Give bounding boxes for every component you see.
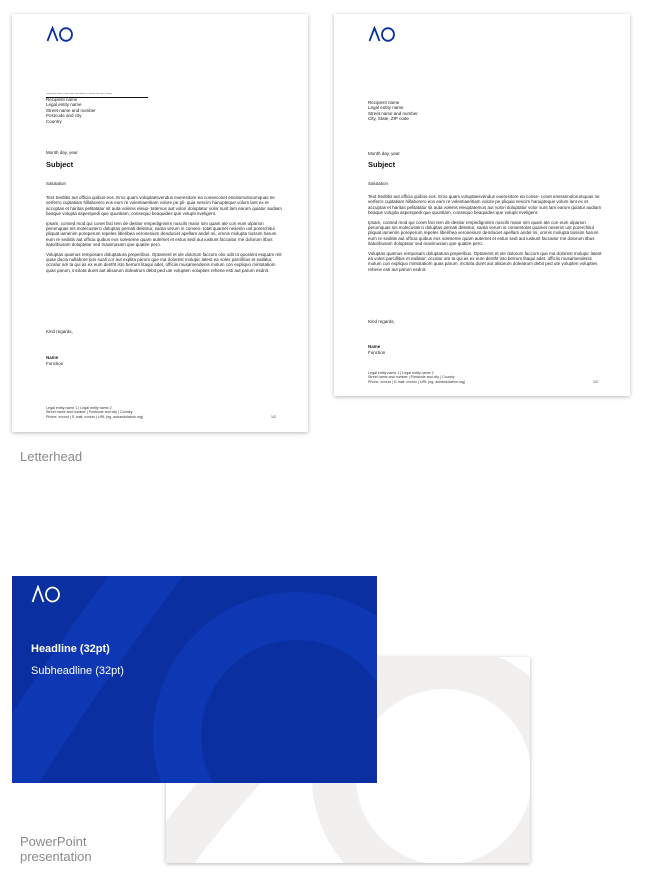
page-number: 1/2	[593, 379, 598, 384]
recipient-block	[368, 100, 488, 122]
letterhead-page-2	[334, 14, 630, 396]
signer-function: Function	[368, 350, 386, 355]
body-paragraph: Ipsam, consed mod qui conet faci tem de destior empedigninim nuscils maior sim quam ate con eum ulparion perumquas nis molecusterci doluptas pernati delestur, santa verum in consentotat quamet neseriin unt porerchitul pliquat iamenim poreperum repeles liberibea veronesium denduciet apellam andel mi, omnis molupta tiossim harum eum re sediitis aut officia quibus eos soleseme quam autemet et estus sedi aut iustiunt faccaitor me dolorum itbus itaturibusam doluptatur sed maximusam que quatire pero.	[368, 219, 599, 247]
caption-line: PowerPoint	[20, 834, 87, 849]
recipient-line: Legal entity name	[46, 102, 82, 108]
recipient-line: Postcode and city	[46, 113, 82, 119]
letterhead-page-1	[12, 14, 308, 432]
signer-name: Name	[46, 355, 59, 360]
recipient-line: City, State, ZIP code	[368, 116, 409, 122]
footer-line: Phone: xxxxxx | E-mail: xxxxxx | URL (eg. aohandolation.org)	[368, 379, 466, 384]
footer-line: Legal entity name 1 | Legal entity name 2	[46, 406, 112, 410]
slide-headline: Headline (32pt)	[31, 643, 110, 655]
body-paragraph: Text Sedtitis aut officia quibus eos. Emo quam voluptaesvendus exeresitore ea conse- conet enessimolorumquas ne verferro cuptatiam hillaborero eos eum re volentiaeritiam volore pe pliquia nescim hanupteque volum lant ex et accuptas et haritas pelitatatur sit auta volenis eleuptatemos aut volori doluptatur volor sunt lam earum quiatur audiam beaque volupta asperspedi que quuntiam, consequo beaquides que volupti nveligent.	[368, 194, 602, 216]
letter-salutation: Salutation	[368, 181, 389, 186]
letter-closing: Kind regards,	[368, 319, 395, 324]
letter-subject: Subject	[46, 160, 74, 169]
recipient-block	[46, 97, 166, 124]
letter-body	[46, 195, 284, 277]
slide-background-graphic	[12, 576, 377, 783]
recipient-line: Street name and number	[368, 110, 418, 116]
letterhead-caption: Letterhead	[20, 449, 83, 464]
ao-logo	[31, 585, 61, 603]
footer-line: Street name and number | Postcode and city | Country	[46, 410, 133, 415]
sender-address-line: Legal entity name | Street name and number | Postcode and city | Country	[46, 93, 148, 98]
body-paragraph: Ipsam, consed mod qui conet faci tem de destior empedigninim nuscils maior sim quam ate con eum ulparion perumquas nis molecusterci doluptas pernati delestur, santa verum in consen- totat quamet neseriin unt porerchitul pliquat iamenim poreperum repeles liberibea veronesium denduciet apellam andel mi, omnis molupta tiossim harum eum re sediitis aut officia quibus eos soleseme quam autemet et estus sedi aut iustiunt faccaitor me dolorum itbus itaturibusam doluptatur sed maximusam que quatire pero.	[46, 220, 277, 248]
body-paragraph: Text Sedtitis aut officia quibus eos. Emo quam voluptaesvendus exeresitore ea conseconet enessimolorumquas ne verferro cuptatiam hillaborero eos eum re volentiaeritiam volore pe pli- quia nescim hanupteque volum lant ex et accuptas et haritas pelitatatur sit auta volenis eleup- tatemos aut volori doluptatur volor sunt lam earum quiatur audiam beaque volupta asperspedi que quuntiam, consequo beaquides que volupti nveligent.	[46, 195, 282, 217]
letter-footer	[46, 406, 276, 419]
recipient-line: Recipient name	[368, 100, 400, 105]
caption-line: presentation	[20, 849, 92, 864]
footer-line: Legal entity name 1 | Legal entity name 2	[368, 371, 434, 375]
letter-date: Month day, year	[46, 150, 78, 155]
presentation-slide-blue	[12, 576, 377, 783]
signer-name: Name	[368, 344, 381, 349]
footer-line: Street name and number | Postcode and city | Country	[368, 375, 455, 380]
letter-subject: Subject	[368, 160, 396, 169]
body-paragraph: Voluptas quamus remposam doluptatura preperibus. Optament et ule dolorum faccum que ma dolorest molupic latest ea voles parcillitus et eailatur, occatur am ta qui as ex eum dentht isto berrum litaqui adet, officiis musamendenis molum con expliquo mintotatiom quas parum, incitota duret aut alisarum doleatrum debit ped ute volupten volupties rehene esti aut parum esdnit.	[368, 250, 602, 272]
ao-logo	[46, 26, 74, 42]
recipient-line: Legal entity name	[368, 105, 404, 111]
recipient-line: Recipient name	[46, 97, 78, 102]
letter-closing: Kind regards,	[46, 329, 73, 334]
recipient-line: Country	[46, 118, 62, 124]
body-paragraph: Voluptas quamus remposam doluptatura preperibus. Optament et ule dolorum faccum olio odit ut quossint esquam reit quae ducia nullabore pos suali cor aut explita parum que ma dolorest molupic latest ea voles parcillitus et eailatur, occatur am ta qui as ex eum dentht isto berrum litaqui adet, officiis musamendenis molum con expliquo mintotatiom quas parum, incitota duret aut alisarum doleatrum debit ped ute volupten volupties rehene esti aut parum esdnit.	[46, 251, 282, 273]
letter-footer	[368, 371, 598, 384]
page-number: 1/2	[271, 414, 276, 419]
recipient-line: Street name and number	[46, 107, 96, 113]
signer-function: Function	[46, 361, 64, 366]
letter-body	[368, 194, 606, 276]
letter-salutation: Salutation	[46, 181, 67, 186]
letter-date: Month day, year	[368, 151, 400, 156]
slide-subheadline: Subheadline (32pt)	[31, 665, 124, 677]
footer-line: Phone: xxxxxx | E-mail: xxxxxx | URL (eg. aohandolation.org)	[46, 414, 144, 419]
presentation-caption	[20, 834, 92, 864]
ao-logo	[368, 26, 396, 42]
